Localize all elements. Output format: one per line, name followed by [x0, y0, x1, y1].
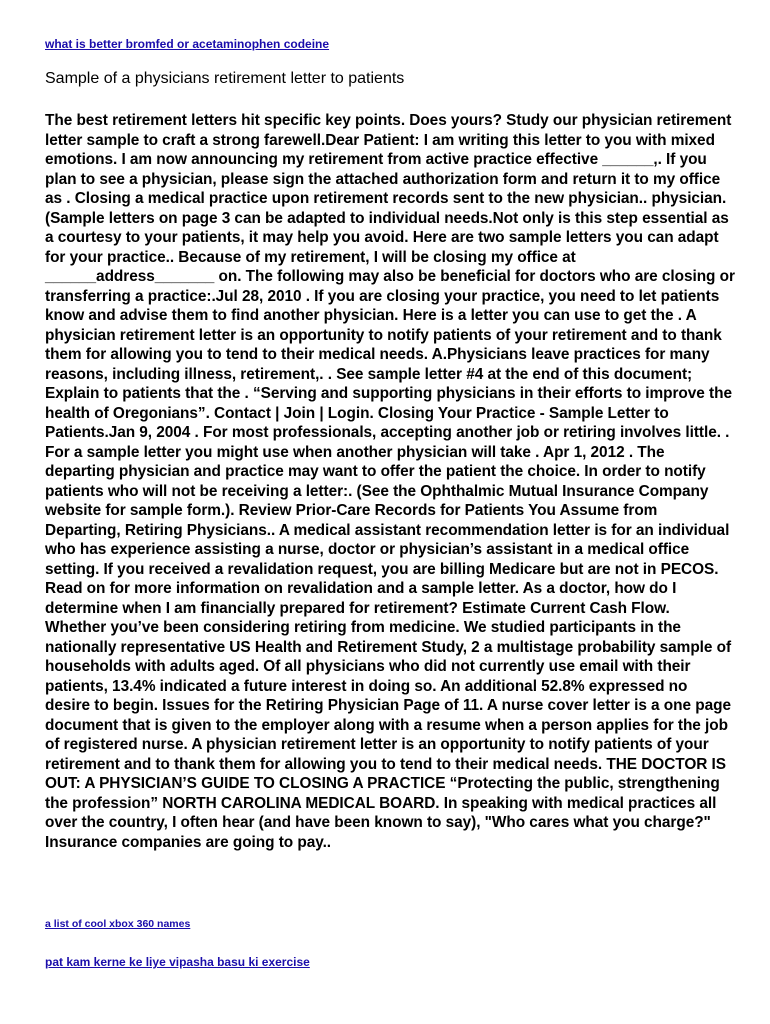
- bottom-link-xbox-names[interactable]: a list of cool xbox 360 names: [45, 918, 191, 930]
- bottom-link-exercise[interactable]: pat kam kerne ke liye vipasha basu ki exercise: [45, 955, 310, 969]
- document-subtitle: Sample of a physicians retirement letter to patients: [45, 70, 405, 87]
- top-link[interactable]: what is better bromfed or acetaminophen codeine: [45, 37, 330, 51]
- document-body: The best retirement letters hit specific key points. Does yours? Study our physician retirement letter sample to craft a strong farewell.Dear Patient: I am writing this letter to you with mixed emotions. I am now announcing my retirement from active practice effective ______,. If you plan to see a physician, please sign the attached authorization form and return it to my office as . Closing a medical practice upon retirement records sent to the new physician.. physician. (Sample letters on page 3 can be adapted to individual needs.Not only is this step essential as a courtesy to your patients, it may help you avoid. Here are two sample letters you can adapt for your practice.. Because of my retirement, I will be closing my office at ______address_______ on. The following may also be beneficial for doctors who are closing or transferring a practice:.Jul 28, 2010 . If you are closing your practice, you need to let patients know and advise them to find another physician. Here is a letter you can use to get the . A physician retirement letter is an opportunity to notify patients of your retirement and to thank them for allowing you to tend to their medical needs. A.Physicians leave practices for many reasons, including illness, retirement,. . See sample letter #4 at the end of this document; Explain to patients that the . “Serving and supporting physicians in their efforts to improve the health of Oregonians”. Contact | Join | Login. Closing Your Practice - Sample Letter to Patients.Jan 9, 2004 . For most professionals, accepting another job or retiring involves little. . For a sample letter you might use when another physician will take . Apr 1, 2012 . The departing physician and practice may want to offer the patient the choice. In order to notify patients who will not be receiving a letter:. (See the Ophthalmic Mutual Insurance Company website for sample form.). Review Prior-Care Records for Patients You Assume from Departing, Retiring Physicians.. A medical assistant recommendation letter is for an individual who has experience assisting a nurse, doctor or physician’s assistant in a medical office setting. If you received a revalidation request, you are billing Medicare but are not in PECOS. Read on for more information on revalidation and a sample letter. As a doctor, how do I determine when I am financially prepared for retirement? Estimate Current Cash Flow. Whether you’ve been considering retiring from medicine. We studied participants in the nationally representative US Health and Retirement Study, 2 a multistage probability sample of households with adults aged. Of all physicians who did not currently use email with their patients, 13.4% indicated a future interest in doing so. An additional 52.8% expressed no desire to begin. Issues for the Retiring Physician Page of 11. A nurse cover letter is a one page document that is given to the employer along with a resume when a person applies for the job of registered nurse. A physician retirement letter is an opportunity to notify patients of your retirement and to thank them for allowing you to tend to their medical needs. THE DOCTOR IS OUT: A PHYSICIAN’S GUIDE TO CLOSING A PRACTICE “Protecting the public, strengthening the profession” NORTH CAROLINA MEDICAL BOARD. In speaking with medical practices all over the country, I often hear (and have been known to say), "Who cares what you charge?" Insurance companies are going to pay..: [45, 112, 735, 851]
